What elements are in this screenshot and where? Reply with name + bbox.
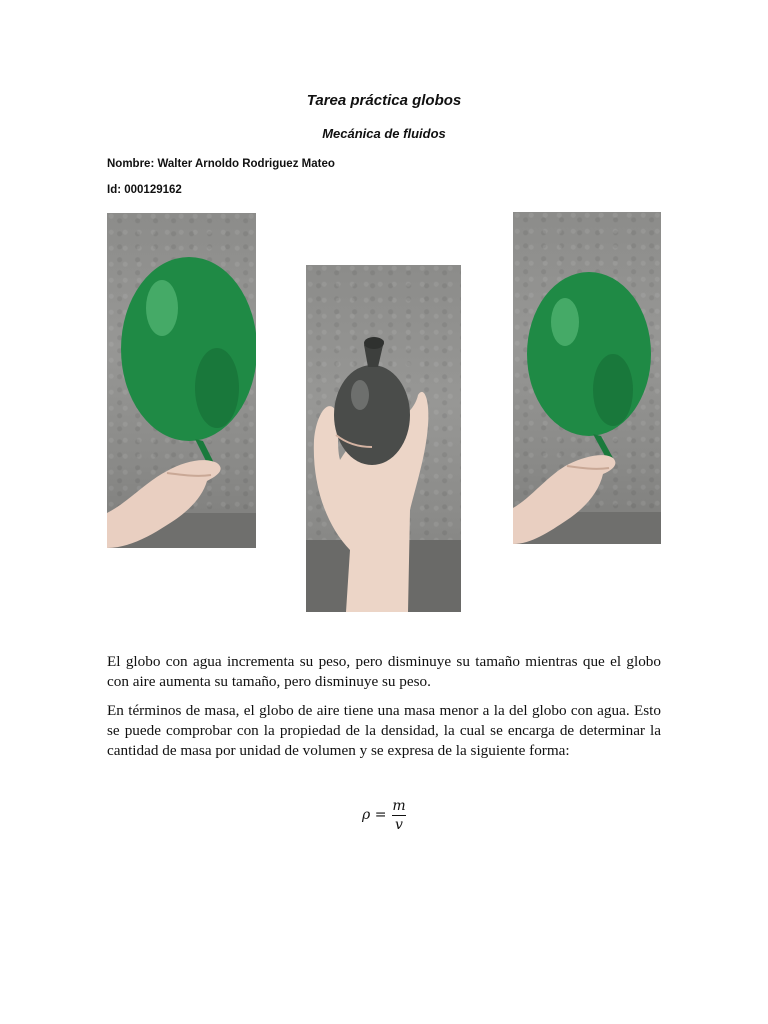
formula-numerator: m [392,798,406,814]
document-subtitle: Mecánica de fluidos [322,126,446,141]
formula-fraction [392,797,406,834]
document-title: Tarea práctica globos [306,92,462,109]
photo-air-balloon-left [107,213,256,548]
paragraph-density: En términos de masa, el globo de aire tiene una masa menor a la del globo con agua. Esto se puede comprobar con la propiedad de la densidad, la cual se encarga de determinar la cantidad de masa por unidad de volumen y se expresa de la siguiente forma: [107,702,661,759]
air-balloon-illustration [513,212,661,544]
student-id: Id: 000129162 [107,184,182,196]
air-balloon-illustration [107,213,256,548]
photo-air-balloon-right [513,212,661,544]
student-name: Nombre: Walter Arnoldo Rodriguez Mateo [107,158,335,170]
formula-lhs: ρ = [362,807,387,823]
density-formula [340,797,430,837]
photo-water-balloon [306,265,461,612]
water-balloon-illustration [306,265,461,612]
formula-denominator: v [395,817,403,833]
paragraph-weight-size: El globo con agua incrementa su peso, pero disminuye su tamaño mientras que el globo con aire aumenta su tamaño, pero disminuye su peso. [107,653,661,690]
